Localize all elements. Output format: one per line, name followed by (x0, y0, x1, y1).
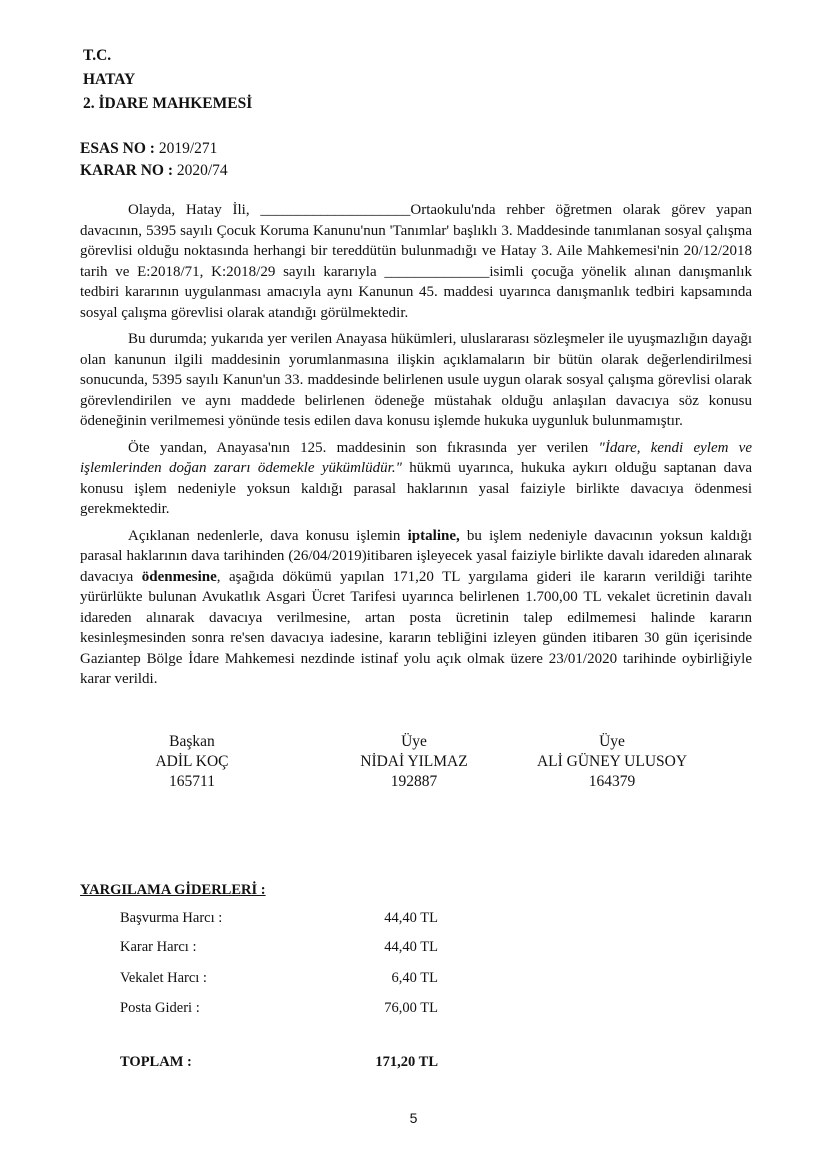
esas-no (80, 138, 228, 160)
expense-label: Karar Harcı : (120, 939, 197, 955)
signature-member-1 (324, 732, 504, 792)
expense-label: Posta Gideri : (120, 1000, 200, 1016)
iptaline-bold: iptaline, (407, 527, 460, 544)
signature-id: 192887 (390, 773, 438, 790)
expenses-section (80, 882, 438, 1070)
expense-row (120, 1000, 438, 1020)
page-number: 5 (409, 1110, 418, 1126)
constitution-quote: "İdare, kendi eylem ve işlemlerinden doğan zararı ödemekle yükümlüdür." (80, 439, 752, 476)
signature-name: ALİ GÜNEY ULUSOY (536, 753, 688, 770)
expense-value: 76,00 TL (384, 1000, 438, 1016)
court-header (83, 44, 252, 116)
paragraph-1: Olayda, Hatay İli, ____________________Ortaokulu'nda rehber öğretmen olarak görev yapan davacının, 5395 sayılı Çocuk Koruma Kanunu'nun 'Tanımlar' başlıklı 3. Maddesinde tanımlanan sosyal çalışma görevlisi olduğu noktasında herhangi bir tereddütün bulunmadığı ve Hatay 3. Aile Mahkemesi'nin 20/12/2018 tarih ve E:2018/71, K:2018/29 sayılı kararıyla ______________isimli çocuğa yönelik alınan danışmanlık tedbiri kararının uygulanması amacıyla aynı Kanunun 45. maddesi uyarınca danışmanlık tedbiri kapsamında sosyal çalışma görevlisi olarak atandığı görülmektedir. (80, 202, 752, 321)
odenmesine-bold: ödenmesine (141, 568, 217, 585)
case-numbers (80, 138, 228, 182)
expenses-title: YARGILAMA GİDERLERİ : (80, 882, 266, 898)
signature-role: Üye (401, 733, 427, 750)
paragraph-3-text-a: Öte yandan, Anayasa'nın 125. maddesinin son fıkrasında yer verilen (128, 439, 599, 456)
header-line-court: 2. İDARE MAHKEMESİ (83, 95, 253, 112)
signature-role: Başkan (169, 733, 215, 750)
esas-label: ESAS NO : (80, 140, 155, 157)
paragraph-3 (80, 438, 752, 520)
expense-label: Vekalet Harcı : (120, 970, 207, 986)
expense-row (120, 970, 438, 990)
esas-value: 2019/271 (154, 140, 218, 157)
signature-name: NİDAİ YILMAZ (360, 753, 468, 770)
expense-row (120, 939, 438, 959)
signature-id: 165711 (169, 773, 215, 790)
paragraph-3-text-b: hükmü uyarınca, hukuka aykırı olduğu saptanan dava konusu işlem nedeniyle yoksun kaldığı parasal haklarının yasal faiziyle birlikte davacıya ödenmesi gerekmektedir. (80, 460, 753, 517)
karar-label: KARAR NO : (80, 162, 173, 179)
header-line-tc: T.C. (83, 47, 112, 64)
total-value: 171,20 TL (375, 1054, 438, 1070)
signature-name: ADİL KOÇ (155, 753, 229, 770)
signature-role: Üye (599, 733, 625, 750)
expense-row (120, 910, 438, 930)
total-label: TOPLAM : (120, 1054, 192, 1070)
expense-value: 44,40 TL (384, 939, 438, 955)
decision-body (80, 200, 752, 696)
expense-value: 6,40 TL (391, 970, 438, 986)
expense-value: 44,40 TL (384, 910, 438, 926)
paragraph-4-text-a: Açıklanan nedenlerle, dava konusu işlemin (128, 527, 408, 544)
paragraph-4 (80, 526, 752, 690)
karar-no (80, 160, 228, 182)
signature-president (102, 732, 282, 792)
paragraph-4-text-b: bu işlem nedeniyle davacının yoksun kaldığı parasal haklarının dava tarihinden (26/04/2019)itibaren işleyecek yasal faiziyle birlikte davalı idareden alınarak davacıya (80, 527, 752, 585)
expense-label: Başvurma Harcı : (120, 910, 223, 926)
signature-id: 164379 (588, 773, 636, 790)
header-line-hatay: HATAY (83, 71, 136, 88)
expense-total-row (120, 1054, 438, 1074)
paragraph-2: Bu durumda; yukarıda yer verilen Anayasa hükümleri, uluslararası sözleşmeler ile uyuşmazlığın dayağı olan kanunun ilgili maddesinin yorumlanmasına ilişkin açıklamaların bir bütün olarak değerlendirilmesi sonucunda, 5395 sayılı Kanun'un 33. maddesinde belirlenen usule uygun olarak sosyal çalışma görevlisi olarak görevlendirilen ve aynı maddede belirlenen ödeneğe müstahak olduğu anlaşılan davacıya söz konusu ödeneğinin verilmemesi yönünde tesis edilen dava konusu işlemde hukuka uygunluk bulunmamıştır. (80, 331, 752, 429)
paragraph-4-text-c: , aşağıda dökümü yapılan 171,20 TL yargılama gideri ile kararın verildiği tarihte yürürlükte bulunan Avukatlık Asgari Ücret Tarifesi uyarınca belirlenen 1.700,00 TL vekalet ücretinin davalı idareden alınarak davacıya verilmesine, artan posta ücretinin talep edilmemesi halinde kararın kesinleşmesinden sonra re'sen davacıya iadesine, kararın tebliğini izleyen günden itibaren 30 gün içerisinde Gaziantep Bölge İdare Mahkemesi nezdinde istinaf yolu açık olmak üzere 23/01/2020 tarihinde oybirliğiyle karar verildi. (80, 568, 752, 687)
signature-member-2 (522, 732, 702, 792)
karar-value: 2020/74 (173, 162, 228, 179)
